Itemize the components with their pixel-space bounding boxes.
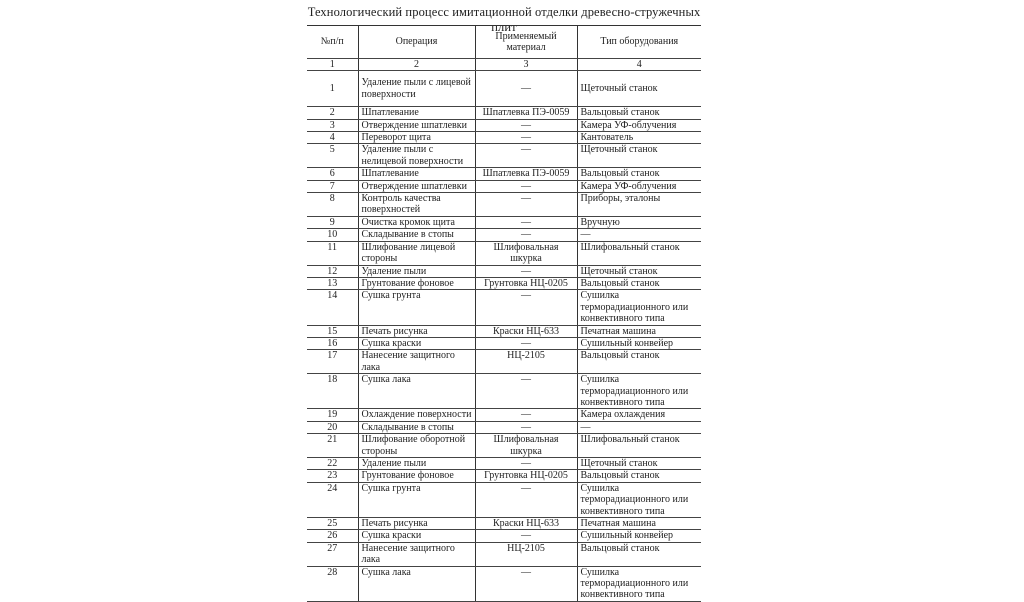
table-row: [307, 107, 701, 119]
material-cell: Шлифовальная шкурка: [475, 434, 577, 458]
operation-cell: Сушка грунта: [358, 482, 475, 517]
operation-cell: Удаление пыли: [358, 458, 475, 470]
equipment-cell: Щеточный станок: [577, 458, 701, 470]
operation-cell: Шлифование лицевой стороны: [358, 241, 475, 265]
material-cell: —: [475, 180, 577, 192]
operation-cell: Сушка краски: [358, 337, 475, 349]
operation-cell: Охлаждение поверхности: [358, 409, 475, 421]
table-row: [307, 409, 701, 421]
row-number: 26: [307, 530, 358, 542]
equipment-cell: Сушильный конвейер: [577, 337, 701, 349]
operation-cell: Грунтование фоновое: [358, 470, 475, 482]
table-row: [307, 421, 701, 433]
material-cell: —: [475, 132, 577, 144]
operation-cell: Шпатлевание: [358, 168, 475, 180]
equipment-cell: Печатная машина: [577, 518, 701, 530]
table-row: [307, 277, 701, 289]
column-number: 1: [307, 59, 358, 71]
material-cell: —: [475, 290, 577, 325]
header-operation: Операция: [358, 26, 475, 59]
row-number: 13: [307, 277, 358, 289]
material-cell: —: [475, 458, 577, 470]
table-row: [307, 434, 701, 458]
material-cell: —: [475, 421, 577, 433]
equipment-cell: Вальцовый станок: [577, 470, 701, 482]
equipment-cell: Вальцовый станок: [577, 277, 701, 289]
equipment-cell: Сушилка терморадиационного или конвективного типа: [577, 374, 701, 409]
row-number: 14: [307, 290, 358, 325]
equipment-cell: Вальцовый станок: [577, 107, 701, 119]
equipment-cell: Сушилка терморадиационного или конвективного типа: [577, 566, 701, 601]
equipment-cell: Приборы, эталоны: [577, 193, 701, 217]
row-number: 27: [307, 542, 358, 566]
equipment-cell: Шлифовальный станок: [577, 241, 701, 265]
operation-cell: Удаление пыли с лицевой поверхности: [358, 71, 475, 107]
table-row: [307, 518, 701, 530]
row-number: 9: [307, 216, 358, 228]
row-number: 4: [307, 132, 358, 144]
material-cell: —: [475, 144, 577, 168]
operation-cell: Печать рисунка: [358, 518, 475, 530]
material-cell: —: [475, 119, 577, 131]
table-row: [307, 337, 701, 349]
row-number: 2: [307, 107, 358, 119]
header-number: №п/п: [307, 26, 358, 59]
column-number-row: [307, 59, 701, 71]
row-number: 28: [307, 566, 358, 601]
equipment-cell: Сушилка терморадиационного или конвективного типа: [577, 290, 701, 325]
material-cell: —: [475, 566, 577, 601]
equipment-cell: Щеточный станок: [577, 144, 701, 168]
operation-cell: Шлифование оборотной стороны: [358, 434, 475, 458]
table-row: [307, 119, 701, 131]
row-number: 6: [307, 168, 358, 180]
table-row: [307, 350, 701, 374]
operation-cell: Печать рисунка: [358, 325, 475, 337]
row-number: 12: [307, 265, 358, 277]
material-cell: Шпатлевка ПЭ-0059: [475, 168, 577, 180]
operation-cell: Шпатлевание: [358, 107, 475, 119]
row-number: 11: [307, 241, 358, 265]
document-page: [305, 0, 703, 601]
equipment-cell: Кантователь: [577, 132, 701, 144]
material-cell: Шпатлевка ПЭ-0059: [475, 107, 577, 119]
table-row: [307, 374, 701, 409]
row-number: 21: [307, 434, 358, 458]
row-number: 5: [307, 144, 358, 168]
table-row: [307, 482, 701, 517]
material-cell: Грунтовка НЦ-0205: [475, 470, 577, 482]
equipment-cell: Сушилка терморадиационного или конвективного типа: [577, 482, 701, 517]
row-number: 10: [307, 229, 358, 241]
material-cell: —: [475, 337, 577, 349]
column-number: 2: [358, 59, 475, 71]
table-row: [307, 530, 701, 542]
operation-cell: Сушка краски: [358, 530, 475, 542]
table-row: [307, 193, 701, 217]
operation-cell: Сушка лака: [358, 374, 475, 409]
material-cell: Краски НЦ-633: [475, 325, 577, 337]
material-cell: НЦ-2105: [475, 350, 577, 374]
equipment-cell: Камера охлаждения: [577, 409, 701, 421]
row-number: 3: [307, 119, 358, 131]
equipment-cell: Вручную: [577, 216, 701, 228]
table-row: [307, 71, 701, 107]
row-number: 8: [307, 193, 358, 217]
header-equipment: Тип оборудования: [577, 26, 701, 59]
table-row: [307, 241, 701, 265]
table-row: [307, 229, 701, 241]
column-number: 3: [475, 59, 577, 71]
operation-cell: Отверждение шпатлевки: [358, 119, 475, 131]
operation-cell: Удаление пыли с нелицевой поверхности: [358, 144, 475, 168]
equipment-cell: Вальцовый станок: [577, 350, 701, 374]
table-row: [307, 216, 701, 228]
material-cell: —: [475, 71, 577, 107]
table-body: [307, 71, 701, 601]
row-number: 23: [307, 470, 358, 482]
operation-cell: Сушка лака: [358, 566, 475, 601]
operation-cell: Нанесение защитного лака: [358, 350, 475, 374]
table-row: [307, 144, 701, 168]
equipment-cell: Сушильный конвейер: [577, 530, 701, 542]
table-row: [307, 168, 701, 180]
row-number: 1: [307, 71, 358, 107]
column-number: 4: [577, 59, 701, 71]
header-material: Применяемый материал: [475, 26, 577, 59]
header-row: [307, 26, 701, 59]
material-cell: —: [475, 265, 577, 277]
row-number: 17: [307, 350, 358, 374]
row-number: 7: [307, 180, 358, 192]
table-row: [307, 180, 701, 192]
row-number: 18: [307, 374, 358, 409]
operation-cell: Нанесение защитного лака: [358, 542, 475, 566]
equipment-cell: Печатная машина: [577, 325, 701, 337]
table-row: [307, 542, 701, 566]
equipment-cell: —: [577, 229, 701, 241]
material-cell: —: [475, 482, 577, 517]
operation-cell: Очистка кромок щита: [358, 216, 475, 228]
operation-cell: Складывание в стопы: [358, 229, 475, 241]
row-number: 16: [307, 337, 358, 349]
table-row: [307, 566, 701, 601]
table-row: [307, 470, 701, 482]
equipment-cell: Камера УФ-облучения: [577, 180, 701, 192]
material-cell: —: [475, 216, 577, 228]
operation-cell: Удаление пыли: [358, 265, 475, 277]
row-number: 15: [307, 325, 358, 337]
operation-cell: Переворот щита: [358, 132, 475, 144]
table-row: [307, 265, 701, 277]
equipment-cell: —: [577, 421, 701, 433]
table-row: [307, 458, 701, 470]
operation-cell: Складывание в стопы: [358, 421, 475, 433]
process-table: [307, 25, 701, 602]
row-number: 19: [307, 409, 358, 421]
material-cell: НЦ-2105: [475, 542, 577, 566]
material-cell: —: [475, 530, 577, 542]
row-number: 22: [307, 458, 358, 470]
equipment-cell: Вальцовый станок: [577, 168, 701, 180]
row-number: 24: [307, 482, 358, 517]
row-number: 20: [307, 421, 358, 433]
material-cell: —: [475, 193, 577, 217]
material-cell: —: [475, 374, 577, 409]
operation-cell: Контроль качества поверхностей: [358, 193, 475, 217]
document-title: Технологический процесс имитационной отделки древесно-стружечных плит: [307, 5, 701, 34]
equipment-cell: Шлифовальный станок: [577, 434, 701, 458]
equipment-cell: Камера УФ-облучения: [577, 119, 701, 131]
operation-cell: Сушка грунта: [358, 290, 475, 325]
equipment-cell: Вальцовый станок: [577, 542, 701, 566]
operation-cell: Грунтование фоновое: [358, 277, 475, 289]
equipment-cell: Щеточный станок: [577, 265, 701, 277]
operation-cell: Отверждение шпатлевки: [358, 180, 475, 192]
material-cell: —: [475, 409, 577, 421]
table-row: [307, 290, 701, 325]
row-number: 25: [307, 518, 358, 530]
equipment-cell: Щеточный станок: [577, 71, 701, 107]
table-row: [307, 325, 701, 337]
material-cell: Шлифовальная шкурка: [475, 241, 577, 265]
material-cell: Краски НЦ-633: [475, 518, 577, 530]
material-cell: —: [475, 229, 577, 241]
material-cell: Грунтовка НЦ-0205: [475, 277, 577, 289]
table-row: [307, 132, 701, 144]
